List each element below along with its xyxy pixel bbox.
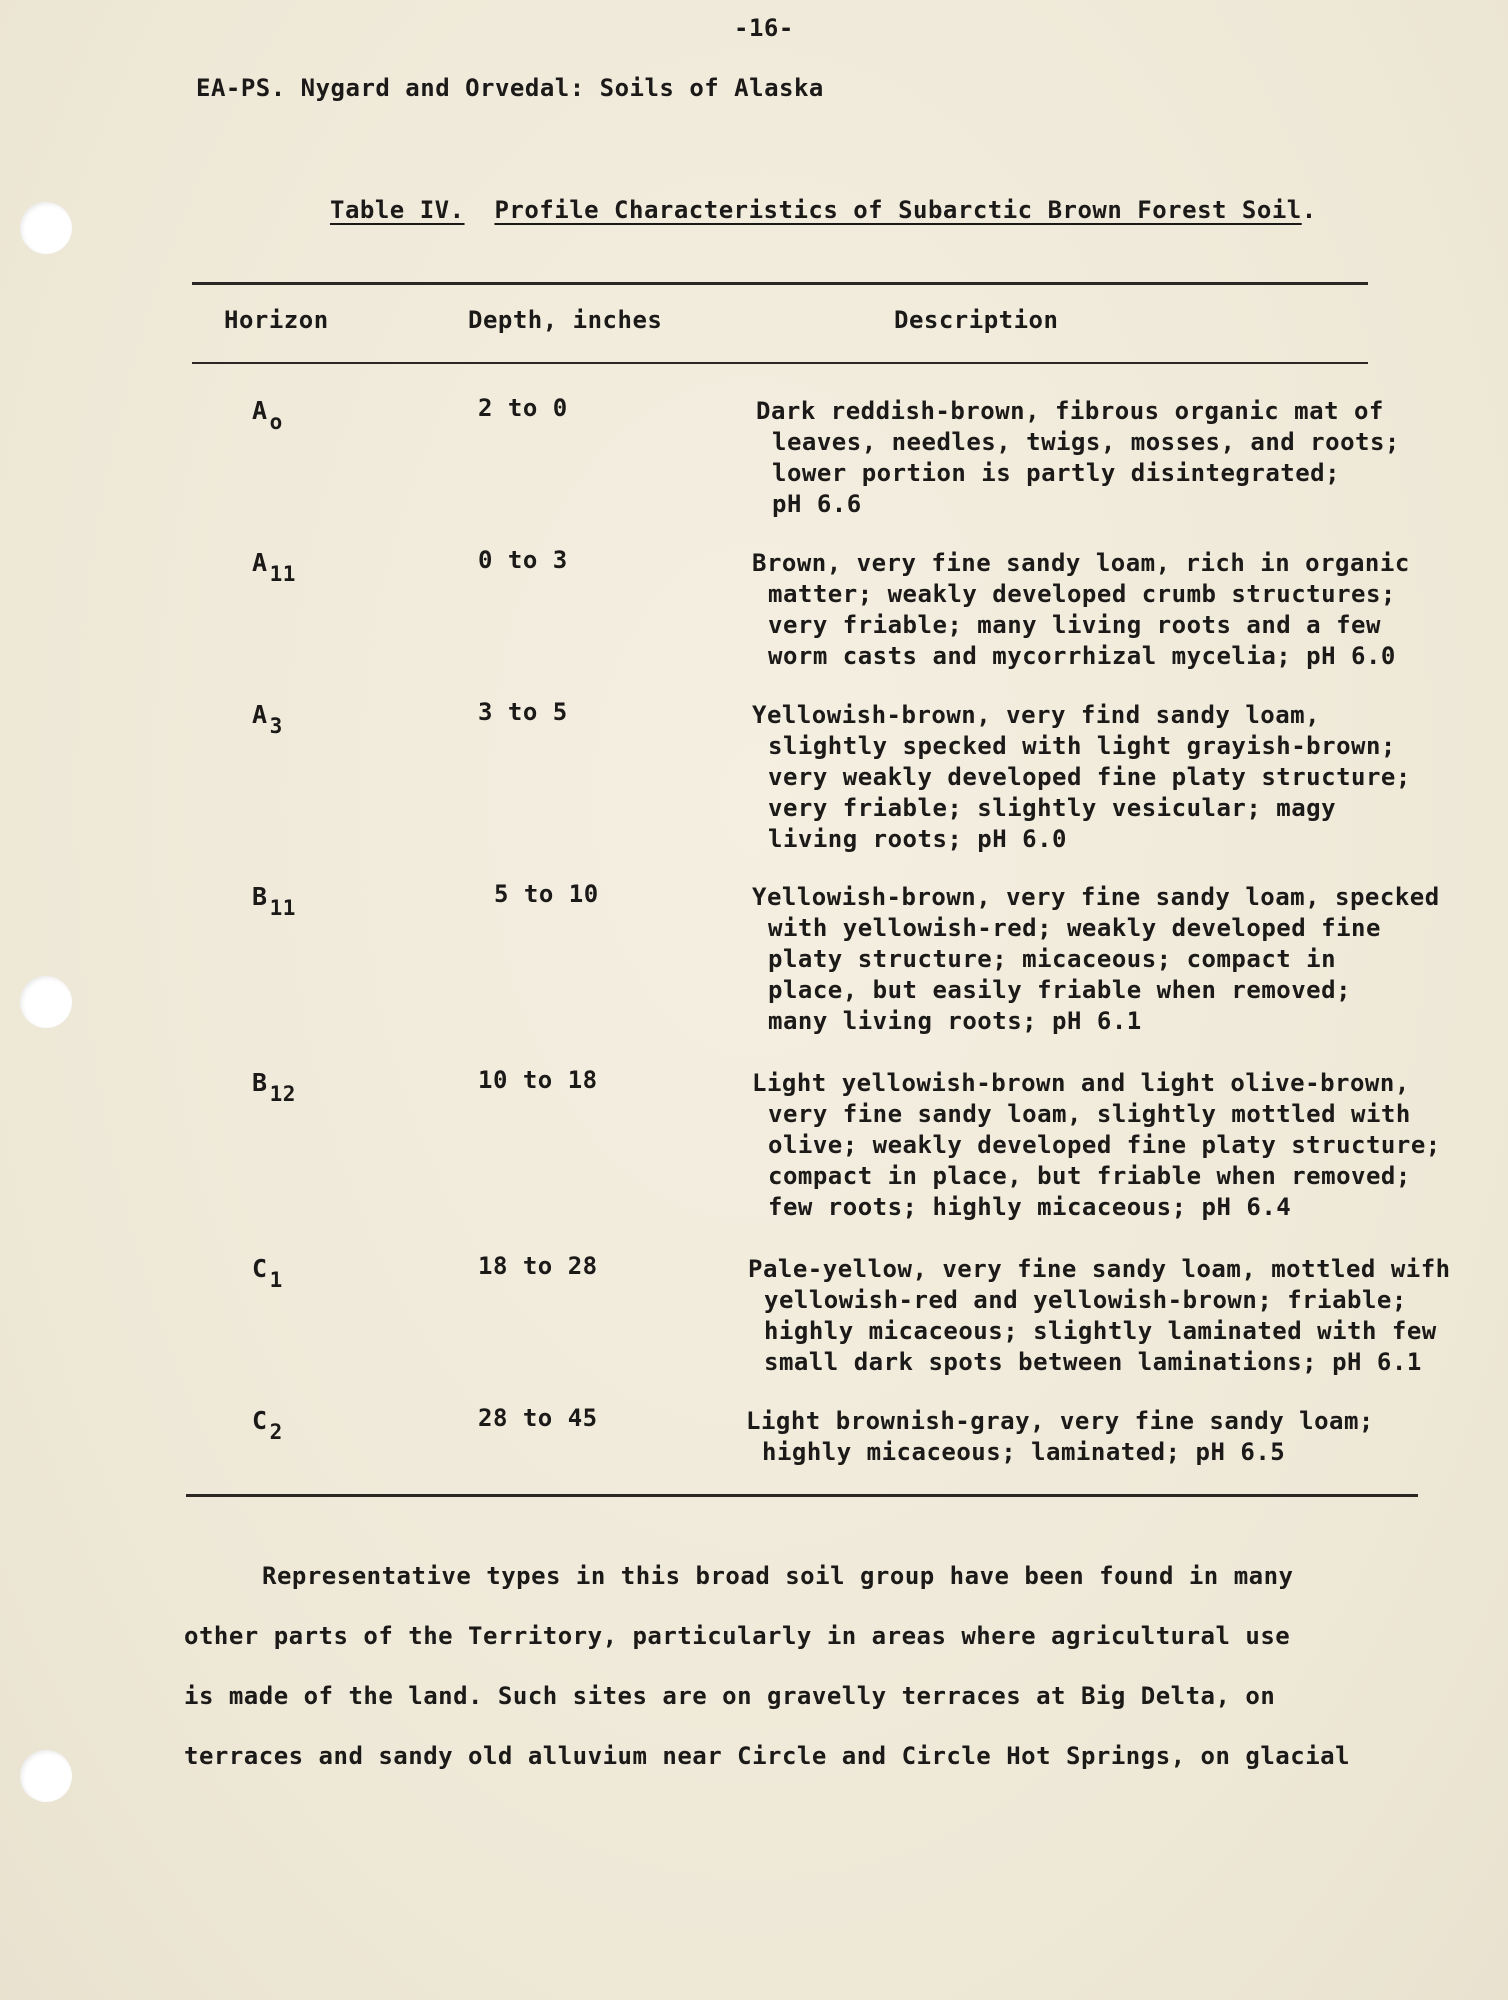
description-cell: Light yellowish-brown and light olive-brown, very fine sandy loam, slightly mottled with olive; weakly developed fine platy structure; compact in place, but friable when removed; few roots; highly micaceous; pH 6.4	[752, 1069, 1441, 1221]
description-cell: Brown, very fine sandy loam, rich in organic matter; weakly developed crumb structures; very friable; many living roots and a few worm casts and mycorrhizal mycelia; pH 6.0	[752, 549, 1410, 670]
punch-hole-bottom	[20, 1750, 72, 1802]
page-number: -16-	[734, 14, 794, 42]
running-header: EA-PS. Nygard and Orvedal: Soils of Alaska	[196, 74, 824, 102]
table-title	[330, 196, 1317, 224]
horizon-cell: $B_{12}$	[252, 1068, 296, 1106]
paragraph-line: terraces and sandy old alluvium near Circle and Circle Hot Springs, on glacial	[184, 1742, 1351, 1770]
column-header-depth: Depth, inches	[468, 306, 663, 334]
punch-hole-top	[20, 202, 72, 254]
description-cell: Pale-yellow, very fine sandy loam, mottled wifh yellowish-red and yellowish-brown; friable; highly micaceous; slightly laminated with few small dark spots between laminations; pH 6.1	[748, 1255, 1451, 1376]
header-bottom-rule	[192, 362, 1368, 364]
horizon-cell: $C_2$	[252, 1406, 283, 1444]
depth-cell: 5 to 10	[494, 880, 599, 908]
punch-hole-middle	[20, 976, 72, 1028]
depth-cell: 28 to 45	[478, 1404, 598, 1432]
table-title-text: Profile Characteristics of Subarctic Brown Forest Soil	[494, 196, 1302, 224]
paragraph-line: other parts of the Territory, particularly in areas where agricultural use	[184, 1622, 1291, 1650]
column-header-horizon: Horizon	[224, 306, 329, 334]
depth-cell: 10 to 18	[478, 1066, 598, 1094]
horizon-cell: $A_{11}$	[252, 548, 296, 586]
horizon-cell: $A_o$	[252, 396, 283, 434]
description-cell: Light brownish-gray, very fine sandy loam; highly micaceous; laminated; pH 6.5	[746, 1407, 1374, 1466]
table-bottom-rule	[186, 1494, 1418, 1497]
description-cell: Yellowish-brown, very find sandy loam, slightly specked with light grayish-brown; very weakly developed fine platy structure; very friable; slightly vesicular; magy living roots; pH 6.0	[752, 701, 1411, 853]
depth-cell: 0 to 3	[478, 546, 568, 574]
table-top-rule	[192, 282, 1368, 285]
description-cell: Yellowish-brown, very fine sandy loam, specked with yellowish-red; weakly developed fine platy structure; micaceous; compact in place, but easily friable when removed; many living roots; pH 6.1	[752, 883, 1440, 1035]
table-title-period: .	[1301, 196, 1317, 224]
horizon-cell: $B_{11}$	[252, 882, 296, 920]
horizon-cell: $A_3$	[252, 700, 283, 738]
paragraph-line: is made of the land. Such sites are on gravelly terraces at Big Delta, on	[184, 1682, 1276, 1710]
description-cell: Dark reddish-brown, fibrous organic mat of leaves, needles, twigs, mosses, and roots; lower portion is partly disintegrated; pH 6.6	[756, 397, 1400, 518]
table-label: Table IV.	[330, 196, 465, 224]
depth-cell: 3 to 5	[478, 698, 568, 726]
depth-cell: 18 to 28	[478, 1252, 598, 1280]
column-header-description: Description	[894, 306, 1059, 334]
depth-cell: 2 to 0	[478, 394, 568, 422]
horizon-cell: $C_1$	[252, 1254, 283, 1292]
paragraph-line: Representative types in this broad soil group have been found in many	[262, 1562, 1294, 1590]
